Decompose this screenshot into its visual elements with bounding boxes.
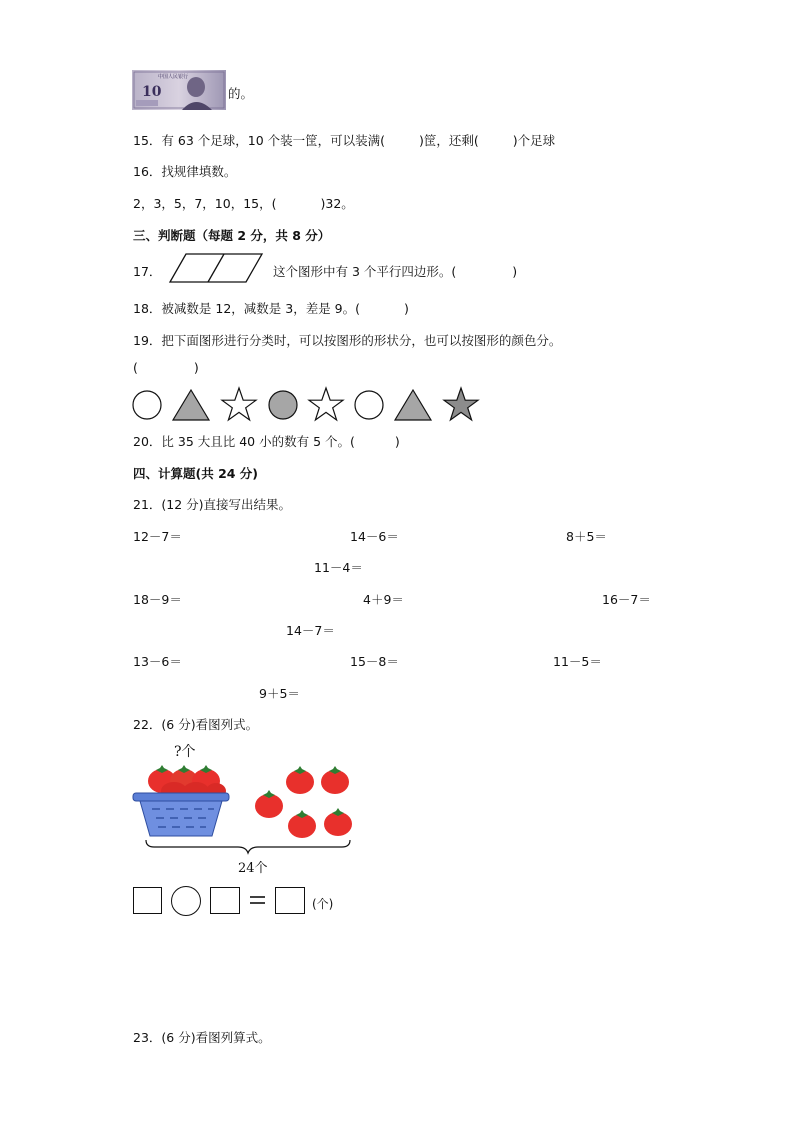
q16-sequence	[133, 194, 354, 212]
calc-item: 4＋9＝	[363, 592, 404, 607]
calc-item: 12－7＝	[133, 529, 182, 544]
operator-circle[interactable]	[171, 886, 201, 916]
q15-mid: )筐，还剩(	[419, 133, 479, 148]
q18-text: 18．被减数是 12，减数是 3，差是 9。(	[133, 301, 361, 316]
q19-shapes-row	[130, 386, 490, 424]
tomato-icon	[324, 808, 352, 836]
calc-item: 13－6＝	[133, 654, 182, 669]
equation-box[interactable]	[133, 887, 162, 914]
q16-sequence-prefix: 2，3，5，7，10，15，(	[133, 196, 277, 211]
tomato-icon	[286, 766, 314, 794]
star-white-shape	[309, 388, 343, 420]
circle-gray-shape	[269, 391, 297, 419]
q19-paren-open: (	[133, 360, 138, 375]
q19-paren-close: )	[193, 360, 199, 375]
basket-icon	[133, 793, 229, 836]
tomato-icon	[288, 810, 316, 838]
calc-item: 15－8＝	[350, 654, 399, 669]
equals-sign	[249, 891, 266, 909]
triangle-gray-shape	[173, 390, 209, 420]
q17-suffix: )	[512, 264, 518, 279]
question-21: 21．(12 分)直接写出结果。	[133, 497, 292, 512]
star-gray-shape	[444, 388, 478, 420]
banknote-image	[132, 70, 226, 110]
q17-text: 这个图形中有 3 个平行四边形。(	[273, 264, 457, 279]
question-23: 23．(6 分)看图列算式。	[133, 1030, 271, 1045]
q15-suffix: )个足球	[512, 133, 556, 148]
tomato-icon	[255, 790, 283, 818]
q20-text: 20．比 35 大且比 40 小的数有 5 个。(	[133, 434, 355, 449]
q22-tomato-picture	[130, 760, 360, 860]
question-16: 16．找规律填数。	[133, 164, 237, 179]
calc-item: 18－9＝	[133, 592, 182, 607]
q20-suffix: )	[394, 434, 400, 449]
calc-item: 11－5＝	[553, 654, 602, 669]
question-18	[133, 299, 409, 317]
q17-statement	[273, 262, 517, 280]
question-19: 19．把下面图形进行分类时，可以按图形的形状分，也可以按图形的颜色分。	[133, 333, 562, 348]
calc-item: 14－7＝	[286, 623, 335, 638]
q14-tail: 的。	[228, 86, 254, 101]
calc-item: 11－4＝	[314, 560, 363, 575]
section-4-title: 四、计算题(共 24 分)	[133, 466, 259, 481]
calc-item: 8＋5＝	[566, 529, 607, 544]
banknote-numeral: 10	[142, 84, 162, 100]
section-3-title: 三、判断题（每题 2 分，共 8 分）	[133, 228, 331, 243]
q17-parallelogram-figure	[168, 252, 264, 284]
banknote-top-text: 中国人民银行	[158, 74, 189, 80]
calc-item: 16－7＝	[602, 592, 651, 607]
circle-white-shape	[355, 391, 383, 419]
q15-prefix: 15．有 63 个足球，10 个装一筐，可以装满(	[133, 133, 386, 148]
tomato-icon	[321, 766, 349, 794]
calc-item: 9＋5＝	[259, 686, 300, 701]
circle-white-shape	[133, 391, 161, 419]
question-15	[133, 131, 555, 149]
q19-answer	[133, 360, 199, 375]
q22-unit: (个)	[312, 897, 334, 911]
equation-box[interactable]	[210, 887, 240, 914]
calc-item: 14－6＝	[350, 529, 399, 544]
q17-number: 17．	[133, 264, 162, 279]
q22-total-label: 24个	[238, 861, 268, 876]
q22-question-label: ?个	[174, 744, 196, 760]
question-20	[133, 432, 400, 450]
question-22: 22．(6 分)看图列式。	[133, 717, 259, 732]
total-brace	[146, 840, 350, 853]
q16-sequence-suffix: )32。	[320, 196, 354, 211]
equation-box[interactable]	[275, 887, 305, 914]
triangle-gray-shape	[395, 390, 431, 420]
star-white-shape	[222, 388, 256, 420]
q18-suffix: )	[404, 301, 409, 316]
